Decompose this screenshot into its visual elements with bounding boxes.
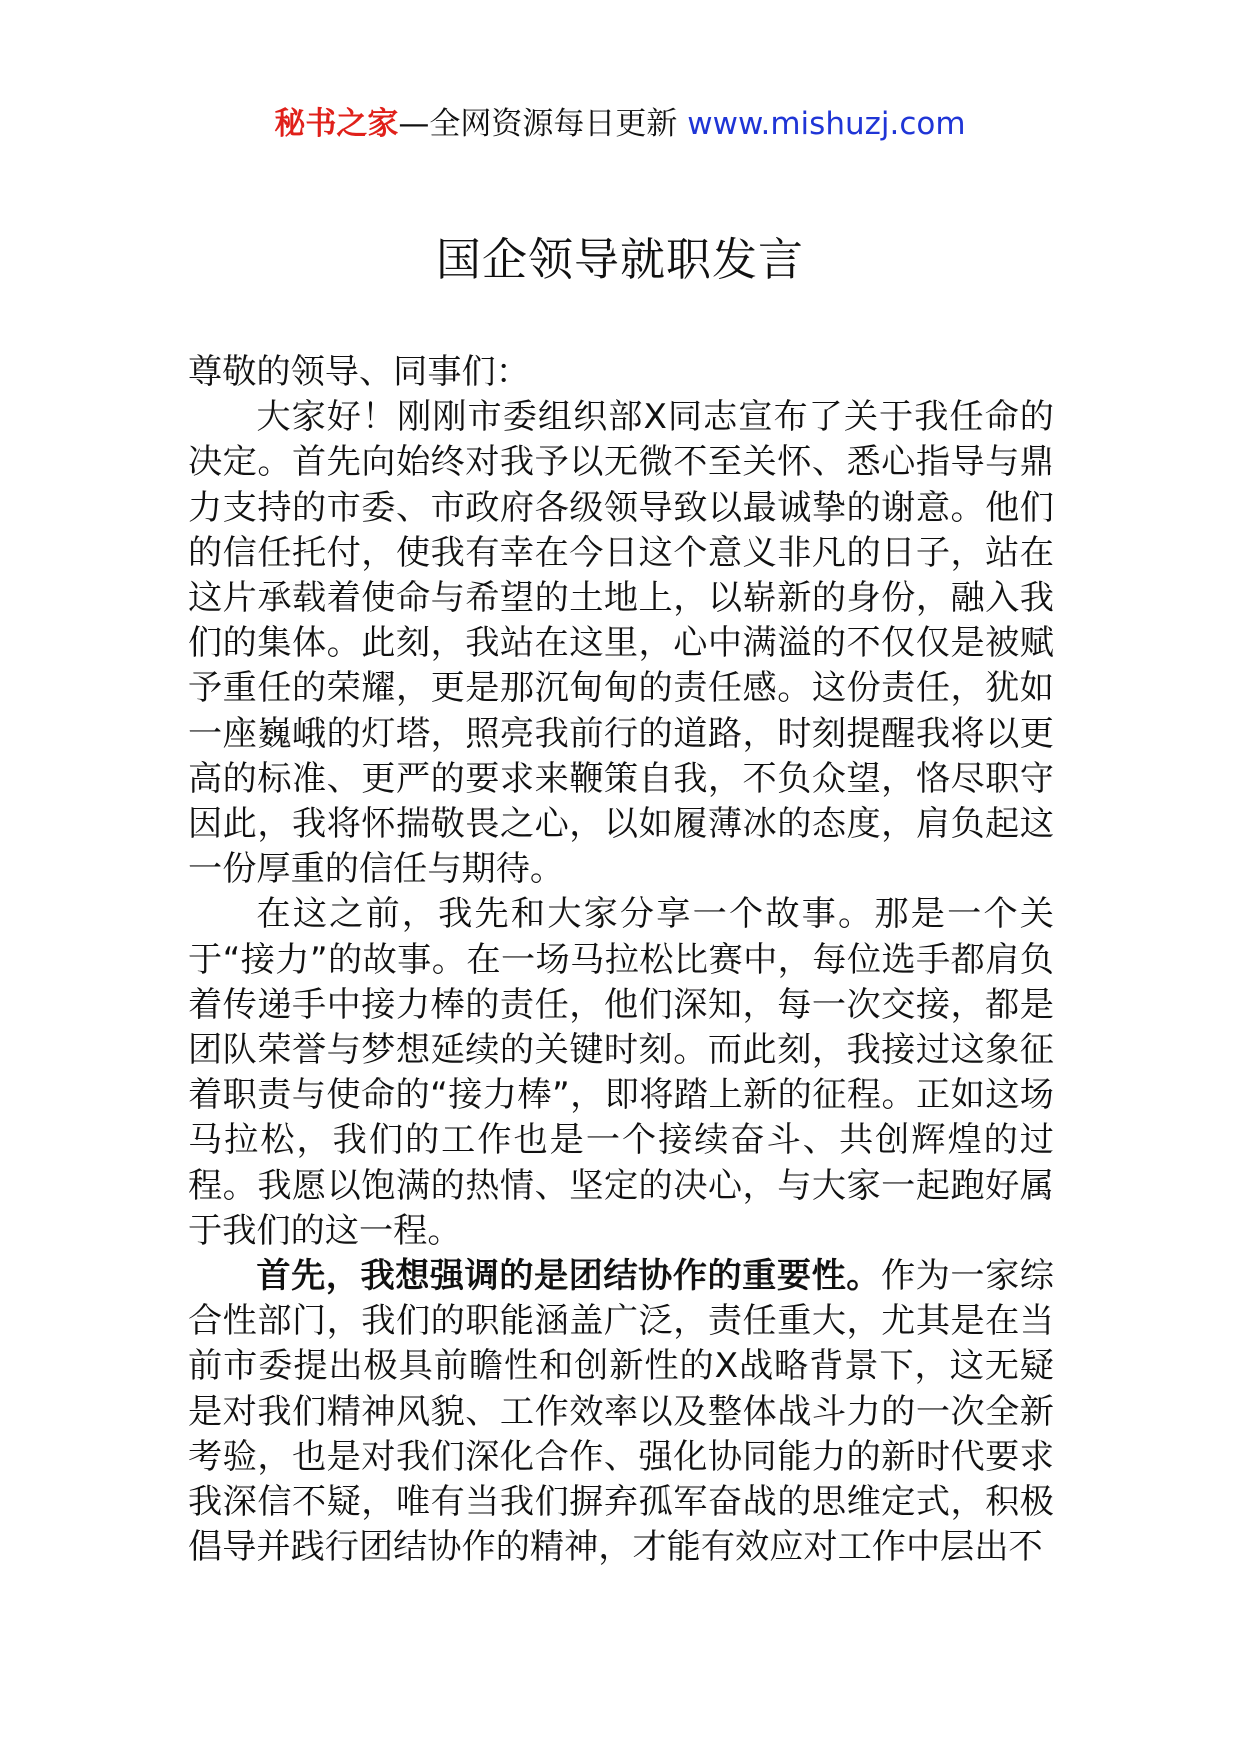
header-tagline: —全网资源每日更新 <box>398 106 688 142</box>
paragraph-lead: 首先，我想强调的是团结协作的重要性。 <box>256 1256 881 1297</box>
paragraph-text: 作为一家综合性部门，我们的职能涵盖广泛，责任重大，尤其是在当前市委提出极具前瞻性和创新性的X战略背景下，这无疑是对我们精神风貌、工作效率以及整体战斗力的一次全新考验，也是对我们深化合作、强化协同能力的新时代要求我深信不疑，唯有当我们摒弃孤军奋战的思维定式，积极倡导并践行团结协作的精神，才能有效应对工作中层出不 <box>188 1256 1054 1568</box>
site-header <box>0 102 1240 146</box>
document-body <box>188 350 1054 1570</box>
paragraph-text: 在这之前，我先和大家分享一个故事。那是一个关于“接力”的故事。在一场马拉松比赛中，每位选手都肩负着传递手中接力棒的责任，他们深知，每一次交接，都是团队荣誉与梦想延续的关键时刻。而此刻，我接过这象征着职责与使命的“接力棒”，即将踏上新的征程。正如这场马拉松，我们的工作也是一个接续奋斗、共创辉煌的过程。我愿以饱满的热情、坚定的决心，与大家一起跑好属于我们的这一程。 <box>188 894 1054 1251</box>
brand-name: 秘书之家 <box>274 106 399 142</box>
site-url[interactable]: www.mishuzj.com <box>687 106 966 142</box>
paragraph-text: 大家好！刚刚市委组织部X同志宣布了关于我任命的决定。首先向始终对我予以无微不至关怀、悉心指导与鼎力支持的市委、市政府各级领导致以最诚挚的谢意。他们的信任托付，使我有幸在今日这个意义非凡的日子，站在这片承载着使命与希望的土地上，以崭新的身份，融入我们的集体。此刻，我站在这里，心中满溢的不仅仅是被赋予重任的荣耀，更是那沉甸甸的责任感。这份责任，犹如一座巍峨的灯塔，照亮我前行的道路，时刻提醒我将以更高的标准、更严的要求来鞭策自我，不负众望，恪尽职守因此，我将怀揣敬畏之心，以如履薄冰的态度，肩负起这一份厚重的信任与期待。 <box>188 397 1054 890</box>
salutation: 尊敬的领导、同事们： <box>188 352 530 392</box>
paragraph-teamwork <box>188 1254 1054 1570</box>
paragraph-story <box>188 892 1054 1254</box>
document-title: 国企领导就职发言 <box>435 233 804 286</box>
paragraph-greeting <box>188 395 1054 892</box>
